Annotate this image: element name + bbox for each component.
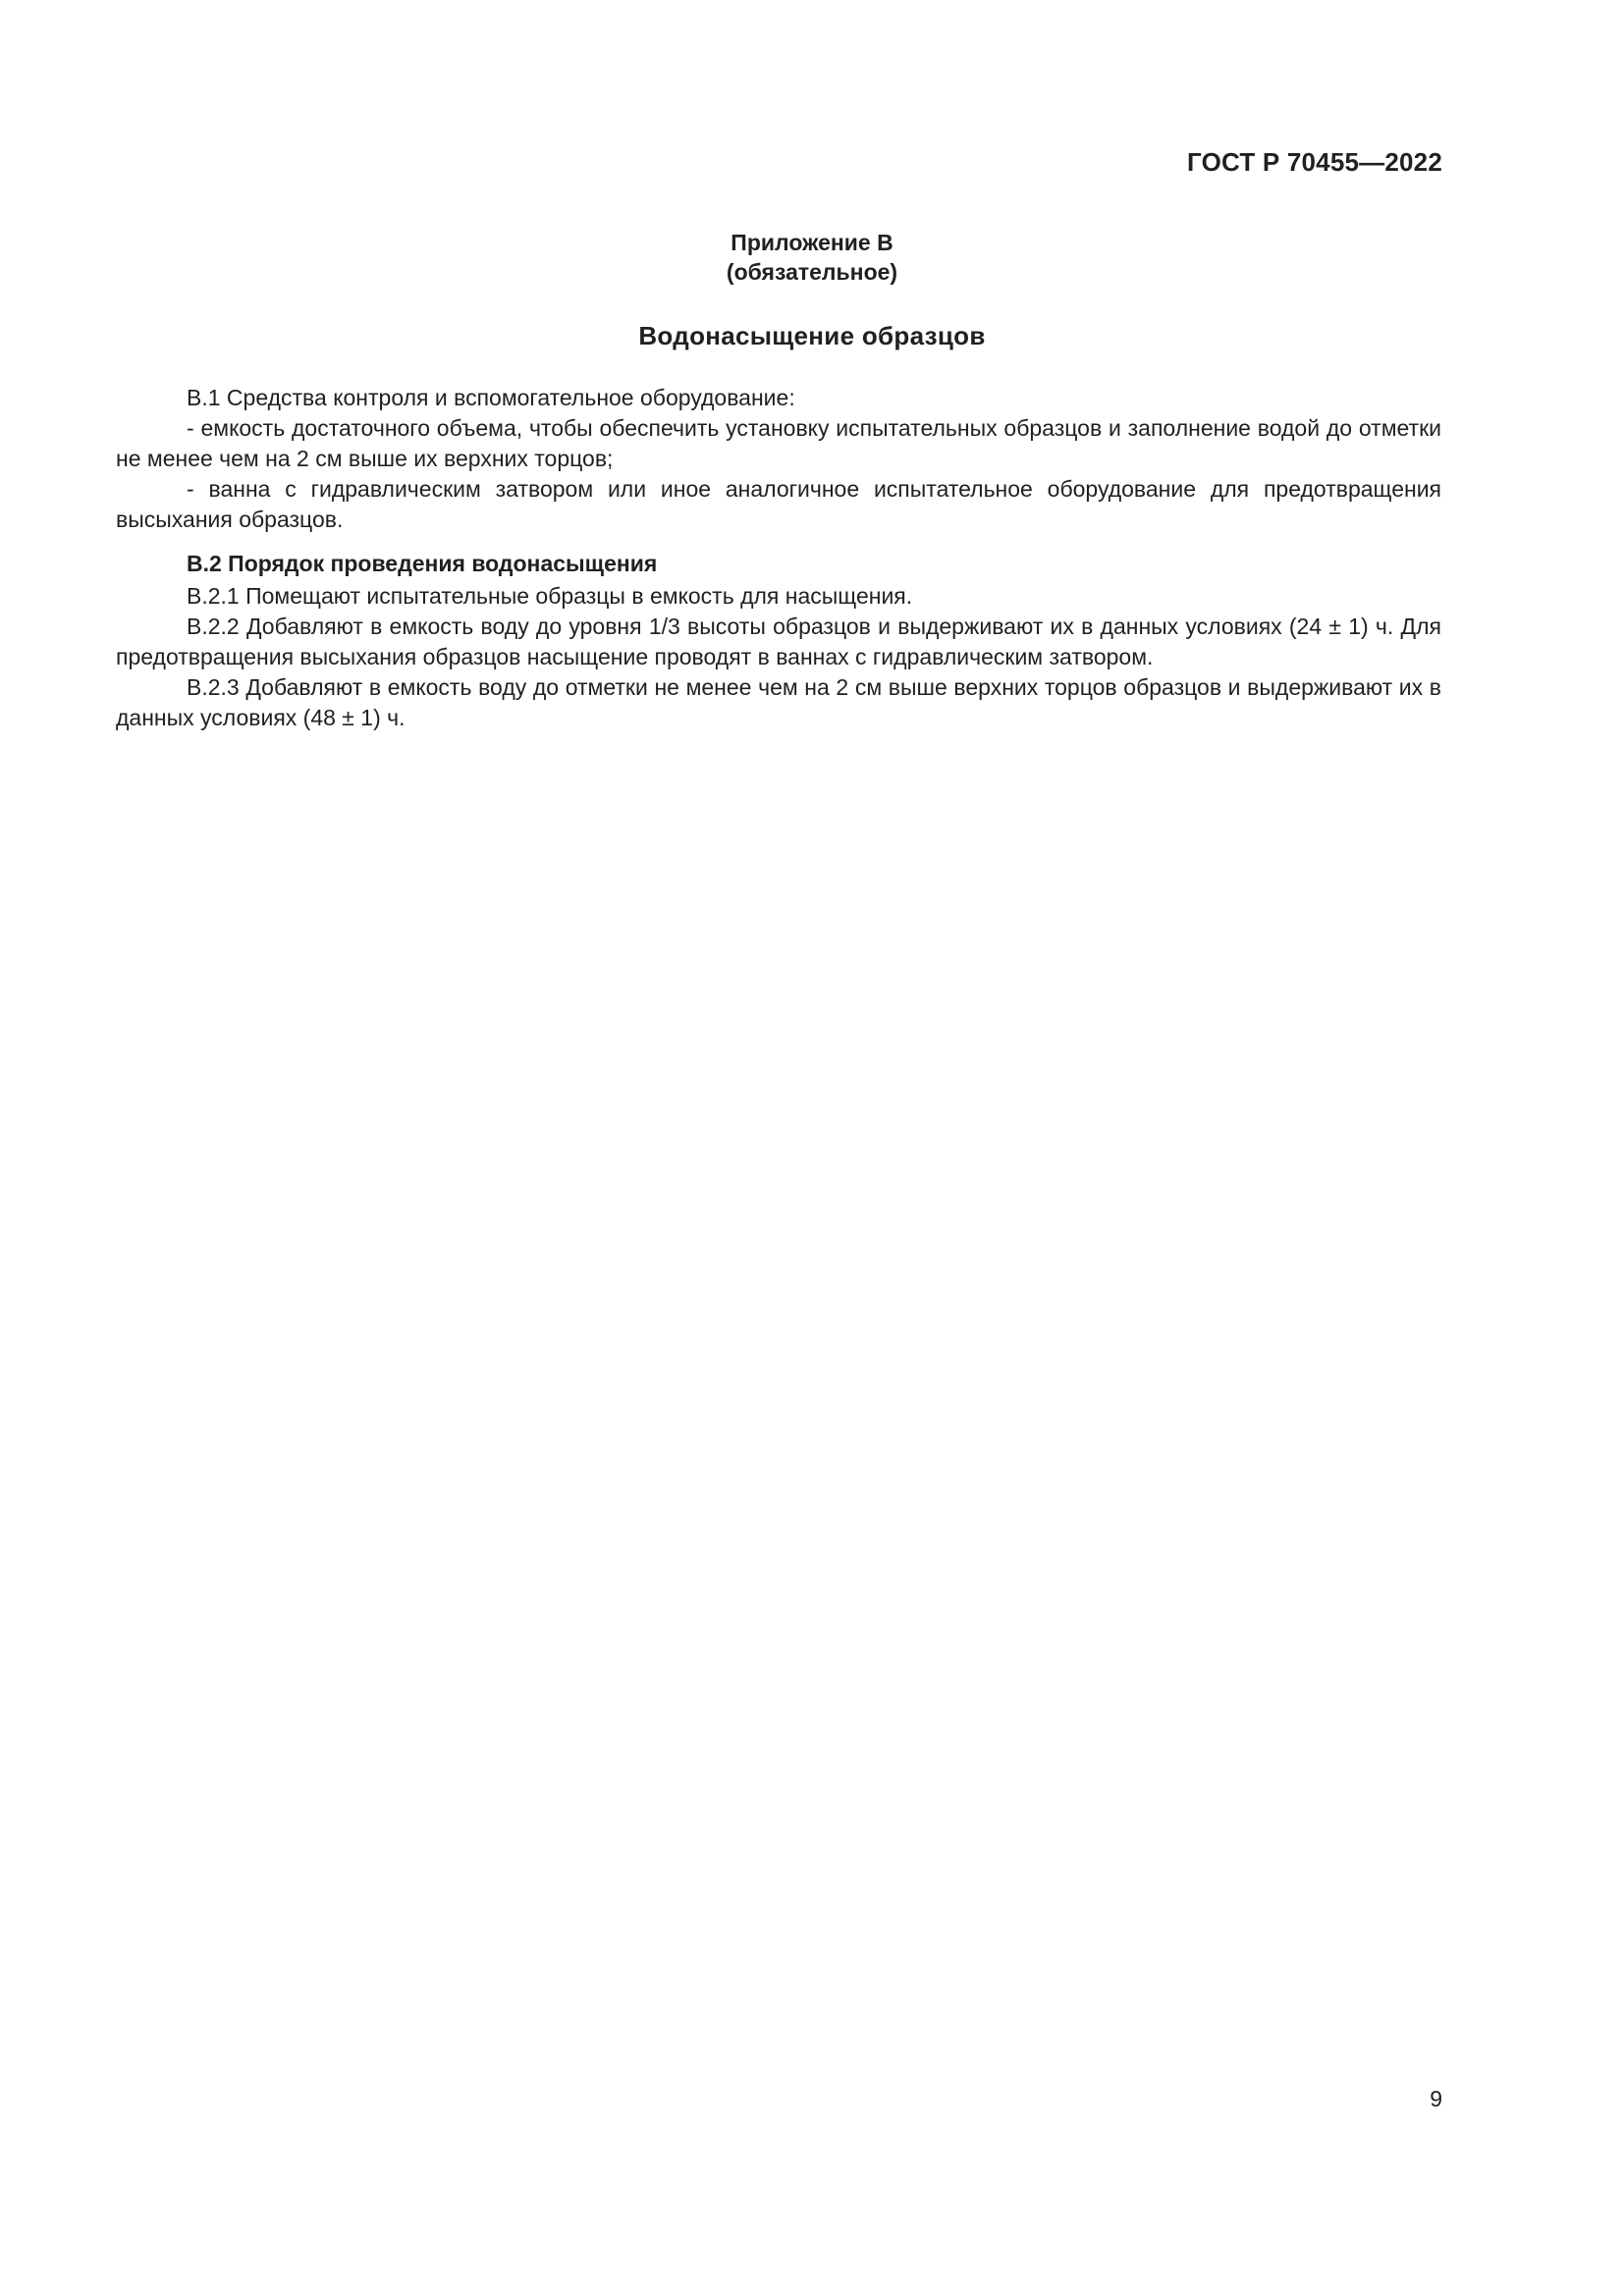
page-number: 9 [1430, 2086, 1442, 2111]
paragraph-b1-item-2: - ванна с гидравлическим затвором или иное аналогичное испытательное оборудование для предотвращения высыхания образцов. [116, 476, 1441, 532]
section-heading: Водонасыщение образцов [638, 321, 986, 350]
paragraph-b1: В.1 Средства контроля и вспомогательное оборудование: [187, 385, 795, 410]
subsection-heading-b2: В.2 Порядок проведения водонасыщения [187, 551, 658, 576]
document-code: ГОСТ Р 70455—2022 [1187, 147, 1442, 177]
body-text [116, 383, 1441, 733]
annex-title-block [0, 228, 1624, 287]
paragraph-b22: В.2.2 Добавляют в емкость воду до уровня 1/3 высоты образцов и выдерживают их в данных условиях (24 ± 1) ч. Для предотвращения высыхания образцов насыщение проводят в ваннах с гидравлическим затвором. [116, 614, 1441, 669]
paragraph-b21: В.2.1 Помещают испытательные образцы в емкость для насыщения. [187, 583, 913, 609]
annex-title: Приложение В [731, 230, 893, 255]
annex-status: (обязательное) [726, 259, 898, 285]
paragraph-b23: В.2.3 Добавляют в емкость воду до отметки не менее чем на 2 см выше верхних торцов образцов и выдерживают их в данных условиях (48 ± 1) ч. [116, 674, 1441, 730]
paragraph-b1-item-1: - емкость достаточного объема, чтобы обеспечить установку испытательных образцов и заполнение водой до отметки не менее чем на 2 см выше их верхних торцов; [116, 415, 1441, 471]
